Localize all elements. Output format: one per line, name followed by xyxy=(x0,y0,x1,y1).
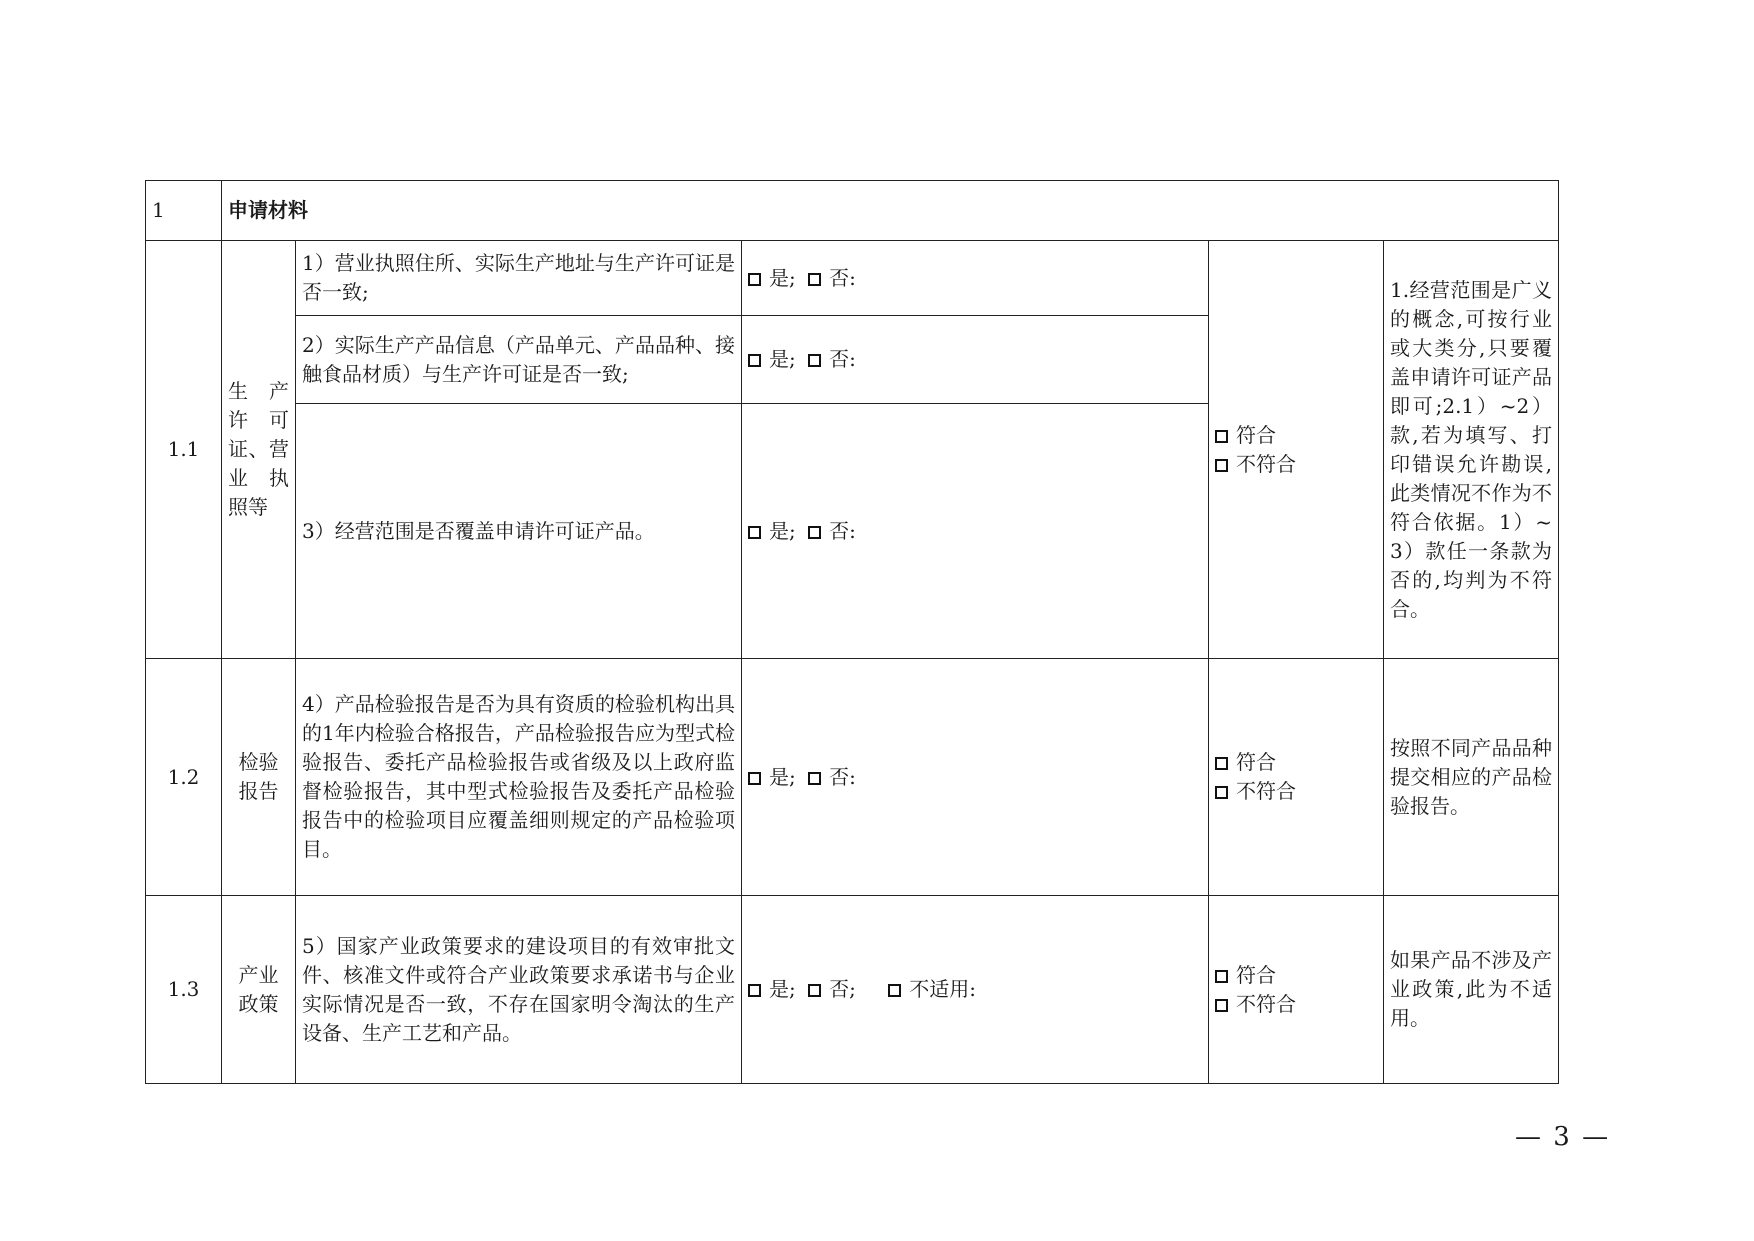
not-applicable-checkbox[interactable] xyxy=(888,984,901,997)
yes-label: 是; xyxy=(769,764,796,789)
no-label: 否: xyxy=(829,518,856,543)
item-category xyxy=(222,896,296,1084)
no-label: 否: xyxy=(829,764,856,789)
yes-label: 是; xyxy=(769,518,796,543)
yes-label: 是; xyxy=(769,347,796,371)
check-item-text: 3）经营范围是否覆盖申请许可证产品。 xyxy=(296,404,742,659)
note-cell: 按照不同产品品种提交相应的产品检验报告。 xyxy=(1384,659,1559,896)
item-category xyxy=(222,659,296,896)
pass-checkbox[interactable] xyxy=(1215,757,1228,770)
judgement-cell xyxy=(742,659,1209,896)
yes-checkbox[interactable] xyxy=(748,354,761,367)
fail-checkbox[interactable] xyxy=(1215,786,1228,799)
note-cell: 如果产品不涉及产业政策,此为不适用。 xyxy=(1384,896,1559,1084)
judgement-cell xyxy=(742,404,1209,659)
no-label: 否; xyxy=(829,977,856,1001)
check-item-text: 5）国家产业政策要求的建设项目的有效审批文件、核准文件或符合产业政策要求承诺书与企业实际情况是否一致，不存在国家明令淘汰的生产设备、生产工艺和产品。 xyxy=(296,896,742,1084)
yes-label: 是; xyxy=(769,265,796,290)
no-label: 否: xyxy=(829,265,856,290)
no-label: 否: xyxy=(829,347,856,371)
judgement-cell xyxy=(742,316,1209,404)
page-number: — 3 — xyxy=(1515,1122,1611,1152)
no-checkbox[interactable] xyxy=(808,273,821,286)
category-line: 报告 xyxy=(238,779,279,803)
fail-label: 不符合 xyxy=(1236,451,1296,476)
category-line: 产业 xyxy=(238,962,279,987)
result-cell xyxy=(1209,659,1384,896)
no-checkbox[interactable] xyxy=(808,526,821,539)
fail-label: 不符合 xyxy=(1236,991,1296,1016)
item-number: 1.2 xyxy=(146,659,222,896)
yes-checkbox[interactable] xyxy=(748,526,761,539)
no-checkbox[interactable] xyxy=(808,354,821,367)
result-cell xyxy=(1209,241,1384,659)
yes-checkbox[interactable] xyxy=(748,984,761,997)
result-cell xyxy=(1209,896,1384,1084)
fail-checkbox[interactable] xyxy=(1215,459,1228,472)
pass-label: 符合 xyxy=(1236,962,1276,987)
table-row xyxy=(146,896,1559,1084)
table-row xyxy=(146,241,1559,316)
judgement-cell xyxy=(742,241,1209,316)
category-line: 生 产 xyxy=(228,379,289,403)
review-checklist-table xyxy=(145,180,1559,1084)
item-number: 1.1 xyxy=(146,241,222,659)
fail-label: 不符合 xyxy=(1236,779,1296,803)
judgement-cell xyxy=(742,896,1209,1084)
fail-checkbox[interactable] xyxy=(1215,999,1228,1012)
category-line: 证、营 xyxy=(228,437,289,461)
table-row xyxy=(146,659,1559,896)
item-category xyxy=(222,241,296,659)
no-checkbox[interactable] xyxy=(808,772,821,785)
pass-checkbox[interactable] xyxy=(1215,970,1228,983)
category-line: 业 执 xyxy=(228,466,289,490)
category-line: 照等 xyxy=(228,495,268,519)
section-header-row xyxy=(146,181,1559,241)
pass-label: 符合 xyxy=(1236,422,1276,447)
category-line: 检验 xyxy=(238,750,279,774)
no-checkbox[interactable] xyxy=(808,984,821,997)
pass-checkbox[interactable] xyxy=(1215,430,1228,443)
category-line: 政策 xyxy=(238,991,279,1016)
section-number: 1 xyxy=(146,181,222,241)
category-line: 许 可 xyxy=(228,408,289,432)
yes-checkbox[interactable] xyxy=(748,273,761,286)
note-cell: 1.经营范围是广义的概念,可按行业或大类分,只要覆盖申请许可证产品即可;2.1）~2）款,若为填写、打印错误允许勘误,此类情况不作为不符合依据。1）~3）款任一条款为否的,均判为不符合。 xyxy=(1384,241,1559,659)
pass-label: 符合 xyxy=(1236,750,1276,774)
section-title: 申请材料 xyxy=(222,181,1559,241)
yes-label: 是; xyxy=(769,977,796,1001)
yes-checkbox[interactable] xyxy=(748,772,761,785)
not-applicable-label: 不适用: xyxy=(909,977,976,1001)
item-number: 1.3 xyxy=(146,896,222,1084)
check-item-text: 4）产品检验报告是否为具有资质的检验机构出具的1年内检验合格报告，产品检验报告应为型式检验报告、委托产品检验报告或省级及以上政府监督检验报告，其中型式检验报告及委托产品检验报告中的检验项目应覆盖细则规定的产品检验项目。 xyxy=(296,659,742,896)
check-item-text: 2）实际生产产品信息（产品单元、产品品种、接触食品材质）与生产许可证是否一致; xyxy=(296,316,742,404)
check-item-text: 1）营业执照住所、实际生产地址与生产许可证是否一致; xyxy=(296,241,742,316)
